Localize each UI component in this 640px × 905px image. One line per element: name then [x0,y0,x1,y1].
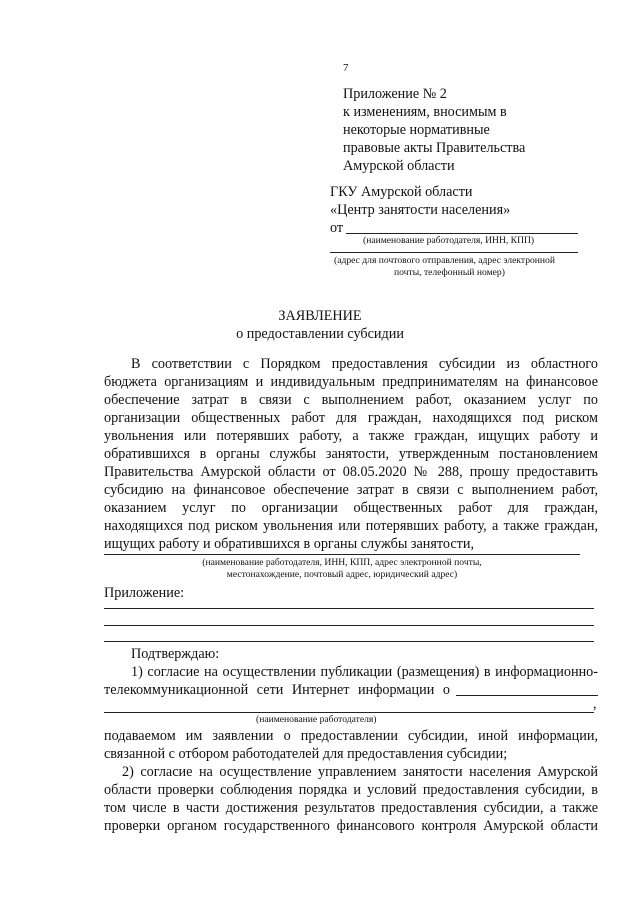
confirm-label: Подтверждаю: [131,646,220,662]
addressee-line-2: «Центр занятости населения» [330,202,511,218]
body-line: Правительства Амурской области от 08.05.2020 № 288, прошу предоставить [104,464,598,480]
employer-name-caption: (наименование работодателя) [256,714,377,725]
from-label: от [330,220,344,236]
publication-info-line [456,695,598,696]
employer-details-line [104,554,580,555]
item1-line: 1) согласие на осуществлении публикации (размещения) в информационно- [131,664,598,680]
address-caption-2: почты, телефонный номер) [394,267,505,278]
document-title: ЗАЯВЛЕНИЕ [278,308,362,324]
item1-line: подаваемом им заявлении о предоставлении субсидии, иной информации, [104,728,598,744]
address-caption-1: (адрес для почтового отправления, адрес электронной [334,255,555,266]
address-field-line [330,252,578,253]
item1-line: телекоммуникационной сети Интернет информации о [104,682,450,698]
body-line: ищущих работу и обратившихся в органы службы занятости, [104,536,475,552]
page-number: 7 [343,62,349,74]
appendix-line: к изменениям, вносимым в [343,104,507,120]
item2-line: 2) согласие на осуществление управлением занятости населения Амурской [122,764,598,780]
appendix-line: Амурской области [343,158,455,174]
item2-line: том числе в части достижения результатов предоставления субсидии, а также [104,800,598,816]
attachment-line [104,625,594,626]
item2-line: области проверки соблюдения порядка и условий предоставления субсидии, в [104,782,598,798]
employer-details-caption-1: (наименование работодателя, ИНН, КПП, адрес электронной почты, [202,557,482,568]
appendix-title: Приложение № 2 [343,86,447,102]
body-line: обратившихся в органы службы занятости, утвержденным постановлением [104,446,598,462]
document-subtitle: о предоставлении субсидии [236,326,404,342]
employer-name-line [104,712,594,713]
attachment-line [104,641,594,642]
body-line: оказанием услуг по организации общественных работ для граждан, [104,500,598,516]
body-line: субсидию на финансовое обеспечение затрат в связи с выполнением работ, [104,482,598,498]
appendix-line: правовые акты Правительства [343,140,526,156]
item1-line: связанной с отбором работодателей для предоставления субсидии; [104,746,508,762]
item2-line: проверки органом государственного финансового контроля Амурской области [104,818,598,834]
body-line: находящихся под риском увольнения или потерявших работу, а также граждан, [104,518,598,534]
employer-caption: (наименование работодателя, ИНН, КПП) [363,235,535,246]
appendix-line: некоторые нормативные [343,122,490,138]
attachment-line [104,608,594,609]
item1-comma: , [593,696,597,712]
employer-details-caption-2: местонахождение, почтовый адрес, юридический адрес) [226,569,458,580]
addressee-line-1: ГКУ Амурской области [330,184,473,200]
body-line: бюджета организациям и индивидуальным предпринимателям на финансовое [104,374,598,390]
employer-field-line [346,233,578,234]
body-line: увольнения или потерявших работу, а также граждан, ищущих работу и [104,428,598,444]
attachment-label: Приложение: [104,585,185,601]
body-line: организации общественных работ для граждан, находящихся под риском [104,410,598,426]
body-line: В соответствии с Порядком предоставления субсидии из областного [131,356,598,372]
body-line: обеспечение затрат в связи с выполнением работ, оказанием услуг по [104,392,598,408]
